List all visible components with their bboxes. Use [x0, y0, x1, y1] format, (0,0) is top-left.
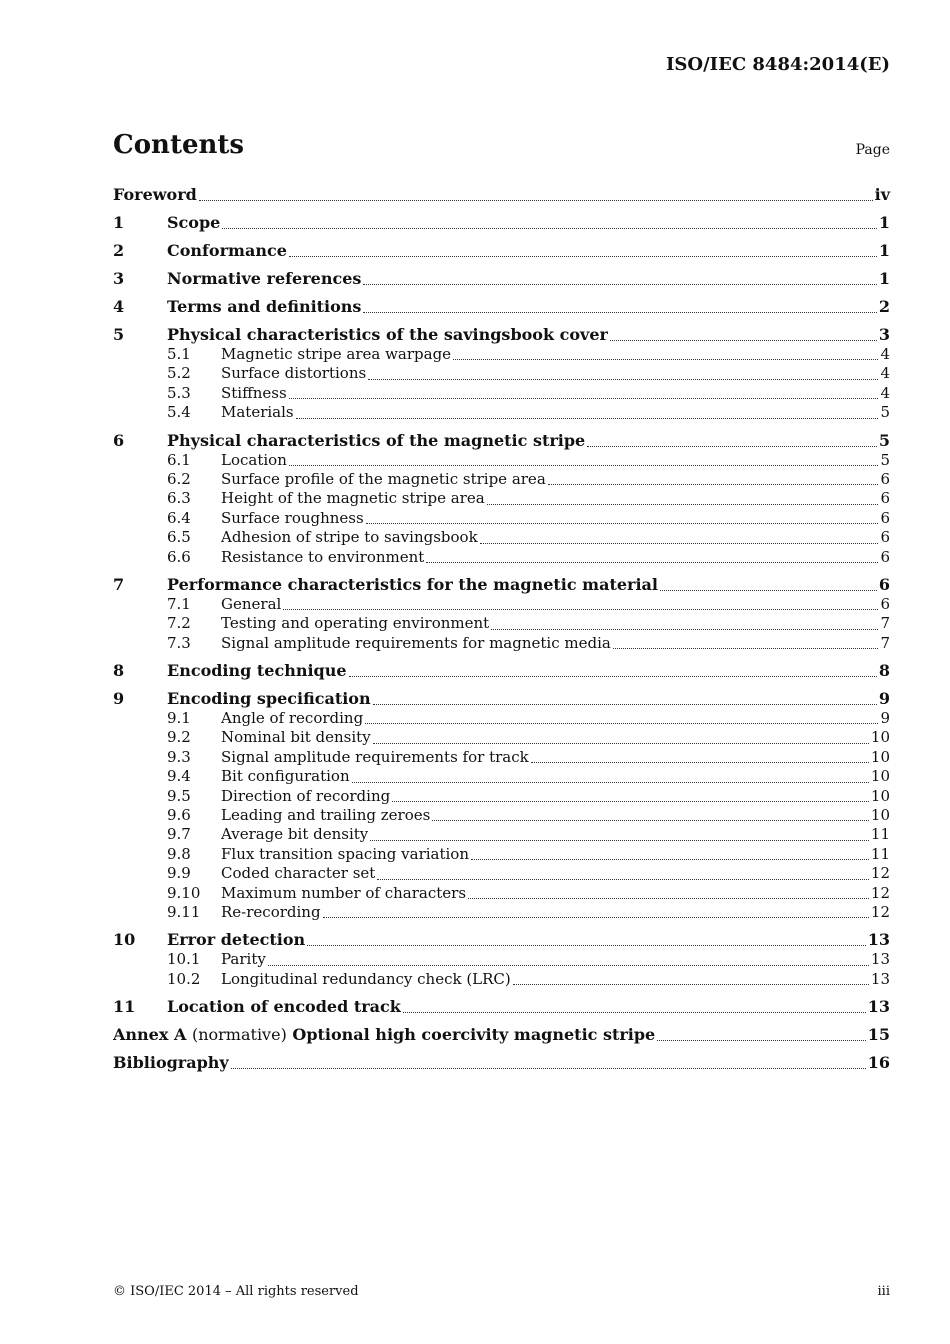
toc-entry[interactable] — [113, 689, 890, 709]
toc-subentry-page: 12 — [870, 902, 890, 921]
contents-header — [113, 130, 890, 160]
toc-subentry[interactable] — [113, 509, 890, 528]
dot-leader — [231, 1067, 866, 1069]
dot-leader — [471, 858, 869, 860]
dot-leader — [307, 944, 866, 946]
toc-subentry-title: Surface roughness — [221, 508, 364, 527]
toc-subentry-number: 7.1 — [167, 594, 191, 613]
dot-leader — [323, 916, 869, 918]
toc-entry-title — [113, 185, 197, 205]
toc-subentry-number: 10.1 — [167, 950, 201, 969]
dot-leader — [657, 1039, 866, 1041]
dot-leader — [366, 522, 879, 524]
dot-leader — [199, 199, 873, 201]
toc-section — [113, 689, 890, 922]
dot-leader — [268, 964, 869, 966]
dot-leader — [487, 503, 879, 505]
toc-subentry-title: Parity — [221, 950, 266, 969]
dot-leader — [531, 761, 869, 763]
toc-section — [113, 1053, 890, 1073]
dot-leader — [363, 283, 876, 285]
dot-leader — [289, 255, 877, 257]
toc-entry-annex-title: Optional high coercivity magnetic stripe — [292, 1025, 656, 1045]
toc-entry-number: 11 — [113, 997, 136, 1017]
dot-leader — [289, 397, 879, 399]
toc-subentry-page: 9 — [880, 709, 890, 728]
toc-section — [113, 241, 890, 261]
table-of-contents — [113, 185, 890, 1081]
toc-entry[interactable] — [113, 575, 890, 595]
toc-subentry-number: 9.11 — [167, 902, 201, 921]
dot-leader — [587, 445, 877, 447]
page-footer — [113, 1284, 890, 1299]
toc-subentry[interactable] — [113, 364, 890, 383]
toc-subentry-title: Re-recording — [221, 902, 321, 921]
page-title: Contents — [113, 130, 245, 160]
toc-entry-title — [167, 689, 371, 709]
toc-entry[interactable] — [113, 213, 890, 233]
toc-subentry-number: 7.3 — [167, 633, 191, 652]
toc-section — [113, 431, 890, 567]
toc-entry-number: 7 — [113, 574, 125, 594]
toc-subentry-page: 12 — [870, 864, 890, 883]
toc-subentry-number: 5.2 — [167, 364, 191, 383]
toc-entry[interactable] — [113, 431, 890, 451]
toc-subentry-number: 6.2 — [167, 469, 191, 488]
toc-entry-page: 1 — [878, 269, 890, 288]
dot-leader — [222, 227, 877, 229]
toc-entry-label: Bibliography — [113, 1053, 229, 1073]
toc-entry[interactable] — [113, 1025, 890, 1045]
toc-entry-page: 13 — [867, 930, 890, 950]
toc-subentry[interactable] — [113, 595, 890, 614]
toc-entry-number: 3 — [113, 269, 125, 288]
dot-leader — [352, 781, 869, 783]
toc-subentry-number: 5.1 — [167, 345, 191, 363]
toc-subentry-page: 4 — [880, 345, 890, 363]
toc-subentry-title: Coded character set — [221, 864, 376, 883]
dot-leader — [610, 339, 877, 341]
toc-section — [113, 930, 890, 989]
toc-entry-title — [167, 297, 361, 317]
toc-subentry-page: 10 — [870, 806, 890, 825]
toc-subentry-page: 13 — [870, 969, 890, 988]
toc-entry-title — [167, 661, 347, 681]
toc-subentry-title: Longitudinal redundancy check (LRC) — [221, 969, 511, 988]
toc-entry-number: 8 — [113, 661, 125, 681]
toc-subentry-number: 9.8 — [167, 844, 191, 863]
toc-entry[interactable] — [113, 1053, 890, 1073]
toc-subentry[interactable] — [113, 548, 890, 567]
toc-subentry[interactable] — [113, 709, 890, 728]
toc-subentry-title: Surface distortions — [221, 364, 367, 383]
toc-subentry-number: 5.3 — [167, 383, 191, 402]
toc-entry-page: 1 — [878, 213, 890, 232]
toc-section — [113, 185, 890, 205]
toc-entry-title — [167, 997, 401, 1017]
dot-leader — [392, 800, 869, 802]
dot-leader — [513, 983, 869, 985]
toc-entry-title — [167, 431, 585, 451]
toc-section — [113, 1025, 890, 1045]
toc-subentry[interactable] — [113, 806, 890, 825]
toc-entry-label: Performance characteristics for the magnetic material — [167, 574, 658, 594]
toc-subentry[interactable] — [113, 884, 890, 903]
toc-entry-number: 6 — [113, 430, 125, 450]
toc-subentry-page: 4 — [880, 383, 890, 402]
dot-leader — [491, 628, 878, 630]
toc-subentry-number: 10.2 — [167, 969, 201, 988]
toc-subentry-title: Flux transition spacing variation — [221, 844, 469, 863]
dot-leader — [468, 897, 869, 899]
toc-subentry-title: Materials — [221, 403, 294, 422]
toc-entry-page: iv — [874, 185, 890, 204]
dot-leader — [432, 819, 869, 821]
toc-subentry[interactable] — [113, 864, 890, 883]
dot-leader — [426, 561, 878, 563]
toc-entry-page: 9 — [878, 689, 890, 709]
toc-section — [113, 213, 890, 233]
toc-entry-label: Encoding specification — [167, 689, 371, 709]
toc-entry-annex-type: (normative) — [191, 1025, 287, 1045]
toc-entry[interactable] — [113, 269, 890, 289]
toc-entry-page: 15 — [867, 1025, 890, 1045]
toc-entry-label: Annex A — [113, 1025, 187, 1045]
dot-leader — [370, 839, 869, 841]
toc-subentry-number: 6.6 — [167, 547, 191, 566]
dot-leader — [377, 878, 869, 880]
toc-entry-page: 8 — [878, 661, 890, 681]
toc-entry-page: 3 — [878, 325, 890, 344]
toc-subentry-title: Adhesion of stripe to savingsbook — [221, 528, 478, 547]
toc-subentry-title: Location — [221, 450, 287, 469]
toc-subentry-number: 9.6 — [167, 806, 191, 825]
toc-entry-title — [167, 575, 658, 595]
toc-entry-label: Foreword — [113, 185, 197, 204]
toc-entry-label: Physical characteristics of the savingsbook cover — [167, 325, 608, 344]
toc-entry[interactable] — [113, 325, 890, 345]
toc-section — [113, 575, 890, 653]
toc-subentry[interactable] — [113, 970, 890, 989]
dot-leader — [365, 722, 878, 724]
toc-subentry[interactable] — [113, 528, 890, 547]
toc-entry-title — [167, 269, 361, 289]
toc-entry-page: 5 — [878, 430, 890, 450]
toc-subentry-number: 9.9 — [167, 864, 191, 883]
dot-leader — [373, 742, 869, 744]
toc-subentry[interactable] — [113, 634, 890, 653]
toc-subentry-title: Nominal bit density — [221, 728, 371, 747]
toc-section — [113, 297, 890, 317]
document-id: ISO/IEC 8484:2014(E) — [666, 54, 890, 75]
dot-leader — [660, 589, 877, 591]
toc-subentry-number: 9.1 — [167, 709, 191, 728]
toc-entry-label: Physical characteristics of the magnetic stripe — [167, 430, 586, 450]
toc-entry[interactable] — [113, 241, 890, 261]
toc-entry-page: 13 — [867, 997, 890, 1017]
toc-subentry[interactable] — [113, 748, 890, 767]
toc-subentry-title: Bit configuration — [221, 767, 350, 786]
toc-subentry-page: 10 — [870, 767, 890, 786]
toc-entry-title — [113, 1053, 229, 1073]
toc-subentry-page: 11 — [870, 825, 890, 844]
toc-entry-number: 4 — [113, 297, 125, 316]
toc-subentry-page: 10 — [870, 786, 890, 805]
toc-entry-label: Error detection — [167, 930, 306, 950]
toc-subentry-title: Surface profile of the magnetic stripe area — [221, 469, 546, 488]
toc-subentry-page: 6 — [880, 469, 890, 488]
toc-subentry-title: Testing and operating environment — [221, 614, 490, 633]
toc-subentry-number: 5.4 — [167, 403, 191, 422]
toc-entry-title — [167, 325, 608, 345]
toc-subentry-title: Signal amplitude requirements for track — [221, 747, 529, 766]
dot-leader — [613, 647, 879, 649]
toc-subentry[interactable] — [113, 767, 890, 786]
dot-leader — [548, 483, 879, 485]
dot-leader — [373, 703, 877, 705]
toc-subentry-title: Signal amplitude requirements for magnetic media — [221, 633, 611, 652]
toc-entry[interactable] — [113, 997, 890, 1017]
toc-entry[interactable] — [113, 185, 890, 205]
dot-leader — [368, 378, 878, 380]
toc-subentry-number: 7.2 — [167, 614, 191, 633]
toc-subentry-page: 6 — [880, 594, 890, 613]
toc-entry[interactable] — [113, 930, 890, 950]
toc-entry-page: 16 — [867, 1053, 890, 1073]
toc-entry-title — [167, 241, 287, 261]
toc-subentry-number: 6.5 — [167, 528, 191, 547]
toc-entry-title — [167, 213, 220, 233]
dot-leader — [453, 358, 878, 360]
toc-entry-title — [167, 930, 305, 950]
copyright-notice: © ISO/IEC 2014 – All rights reserved — [113, 1284, 359, 1299]
toc-entry-label: Terms and definitions — [167, 297, 362, 316]
toc-subentry[interactable] — [113, 845, 890, 864]
toc-subentry-page: 10 — [870, 747, 890, 766]
toc-subentry-number: 9.2 — [167, 728, 191, 747]
toc-entry-number: 10 — [113, 930, 136, 950]
toc-subentry-title: Resistance to environment — [221, 547, 425, 566]
toc-entry-number: 5 — [113, 325, 125, 344]
toc-subentry[interactable] — [113, 787, 890, 806]
toc-subentry-title: Direction of recording — [221, 786, 391, 805]
page-column-label: Page — [855, 142, 890, 158]
toc-entry-label: Conformance — [167, 241, 287, 260]
toc-subentry-title: Angle of recording — [221, 709, 364, 728]
toc-subentry-number: 9.4 — [167, 767, 191, 786]
toc-subentry-page: 4 — [880, 364, 890, 383]
toc-entry-page: 2 — [878, 297, 890, 316]
toc-entry-number: 9 — [113, 689, 125, 709]
toc-entry-title — [113, 1025, 655, 1045]
toc-subentry[interactable] — [113, 950, 890, 969]
toc-entry-label: Encoding technique — [167, 661, 347, 681]
dot-leader — [349, 675, 877, 677]
toc-subentry[interactable] — [113, 728, 890, 747]
toc-subentry[interactable] — [113, 903, 890, 922]
toc-subentry-page: 6 — [880, 489, 890, 508]
toc-section — [113, 325, 890, 423]
toc-subentry-page: 5 — [880, 403, 890, 422]
toc-subentry[interactable] — [113, 384, 890, 403]
toc-entry-page: 6 — [878, 574, 890, 594]
toc-section — [113, 997, 890, 1017]
toc-subentry-number: 9.5 — [167, 786, 191, 805]
dot-leader — [289, 464, 879, 466]
dot-leader — [403, 1011, 866, 1013]
toc-subentry-title: Stiffness — [221, 383, 287, 402]
toc-subentry-title: Magnetic stripe area warpage — [221, 345, 452, 363]
toc-subentry-page: 12 — [870, 883, 890, 902]
toc-entry-number: 1 — [113, 213, 125, 232]
toc-subentry-page: 6 — [880, 547, 890, 566]
page-number: iii — [877, 1284, 890, 1299]
toc-subentry[interactable] — [113, 489, 890, 508]
toc-subentry[interactable] — [113, 470, 890, 489]
toc-subentry-number: 9.3 — [167, 747, 191, 766]
toc-subentry-page: 13 — [870, 950, 890, 969]
toc-subentry[interactable] — [113, 614, 890, 633]
toc-entry-page: 1 — [878, 241, 890, 260]
toc-subentry[interactable] — [113, 825, 890, 844]
dot-leader — [296, 417, 879, 419]
toc-subentry-number: 9.7 — [167, 825, 191, 844]
toc-section — [113, 661, 890, 681]
toc-subentry-page: 11 — [870, 844, 890, 863]
toc-subentry-title: Leading and trailing zeroes — [221, 806, 431, 825]
toc-subentry-title: Average bit density — [221, 825, 369, 844]
dot-leader — [283, 608, 878, 610]
toc-subentry-title: General — [221, 594, 282, 613]
toc-subentry-page: 5 — [880, 450, 890, 469]
toc-subentry-page: 6 — [880, 508, 890, 527]
toc-subentry-number: 6.1 — [167, 450, 191, 469]
toc-entry[interactable] — [113, 297, 890, 317]
toc-subentry-title: Height of the magnetic stripe area — [221, 489, 485, 508]
toc-entry-label: Location of encoded track — [167, 997, 401, 1017]
toc-subentry-page: 7 — [880, 614, 890, 633]
toc-entry-label: Normative references — [167, 269, 362, 288]
toc-entry[interactable] — [113, 661, 890, 681]
toc-subentry[interactable] — [113, 345, 890, 364]
dot-leader — [363, 311, 876, 313]
dot-leader — [480, 542, 879, 544]
toc-subentry-number: 9.10 — [167, 883, 201, 902]
toc-subentry[interactable] — [113, 451, 890, 470]
toc-section — [113, 269, 890, 289]
toc-subentry-number: 6.3 — [167, 489, 191, 508]
toc-entry-number: 2 — [113, 241, 125, 260]
toc-subentry[interactable] — [113, 403, 890, 422]
toc-entry-label: Scope — [167, 213, 221, 232]
toc-subentry-page: 7 — [880, 633, 890, 652]
toc-subentry-page: 6 — [880, 528, 890, 547]
toc-subentry-page: 10 — [870, 728, 890, 747]
toc-subentry-title: Maximum number of characters — [221, 883, 467, 902]
toc-subentry-number: 6.4 — [167, 508, 191, 527]
